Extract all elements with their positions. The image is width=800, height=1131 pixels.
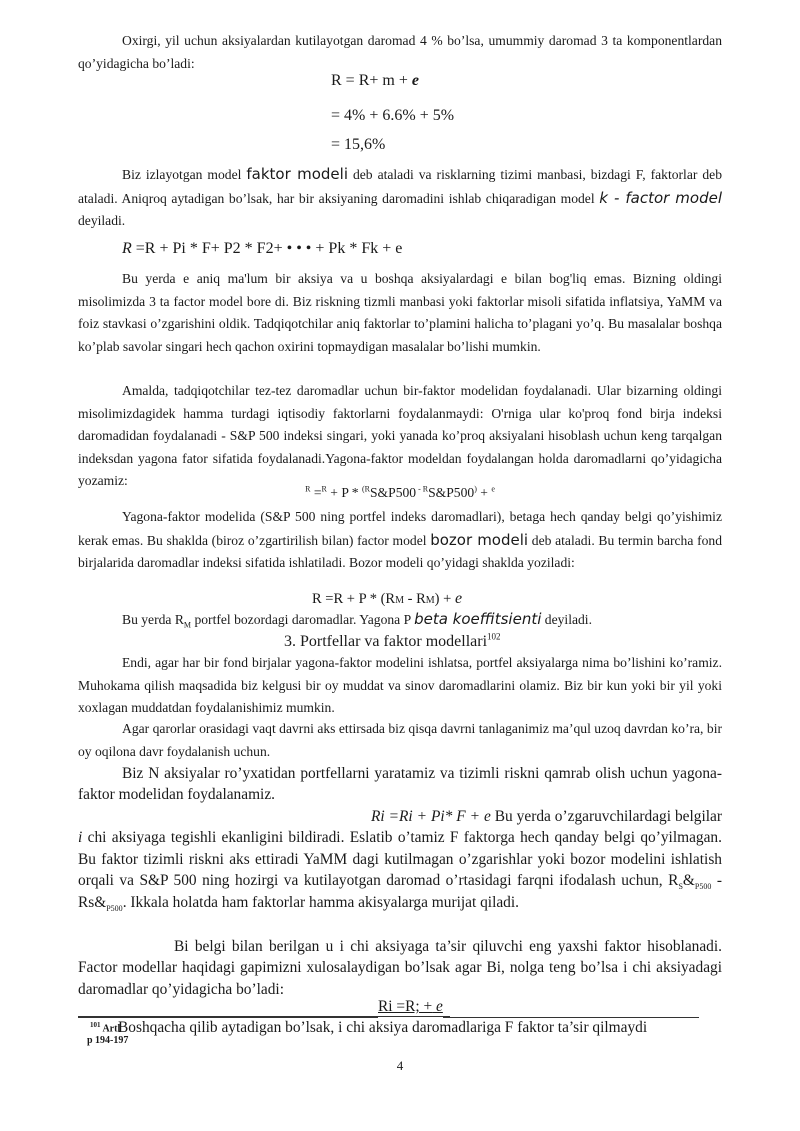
- paragraph-n-stocks: [78, 763, 722, 806]
- paragraph-text: Agar qarorlar orasidagi vaqt davrni aks ettirsada biz qisqa davrni tanlaganimiz ma’qul uzoq davrdan ko’ra, bir oy oqilona davr foydalanish uchun.: [78, 721, 722, 759]
- paragraph-error-term: [78, 268, 722, 358]
- formula-var: e: [454, 590, 463, 607]
- formula-single-factor: [78, 483, 722, 503]
- underline-left: [78, 997, 378, 1018]
- formula-sup: ): [474, 484, 477, 494]
- footnote-pages: p 194-197: [87, 1035, 129, 1047]
- text-run: chi aksiyaga tegishli ekanligini bildiradi. Eslatib o’tamiz F faktorga hech qanday belgi qo’yilmagan. Bu faktor tizimli riskni aks ettiradi YaMM dagi kutilmagan o’zgarishlar yoki bozor modelini ishlatish orqali va S&P 500 ning hozirgi va kutilayotgan daromad o’rtasidagi farqni ifodalash uchun, R: [78, 829, 722, 890]
- text-run: Yagona-faktor modelida (S&P 500 ning portfel indeks daromadlari), betaga hech qanday belgi qo’yishimiz kerak emas. Bu shaklda (biroz o’zgartirilish bilan) factor model: [78, 509, 722, 548]
- paragraph-portfolios: [78, 652, 722, 720]
- paragraph-text: Biz N aksiyalar ro’yxatidan portfellarni yaratamiz va tizimli riskni qamrab olish uchun yagona-faktor modelidan foydalanamiz.: [78, 765, 722, 804]
- formula-text: Ri =R; +: [378, 998, 433, 1015]
- term-beta-koeffitsienti: beta koeffitsienti: [414, 610, 542, 628]
- formula-text: R = R+ m +: [331, 72, 408, 89]
- formula-sup: R: [321, 484, 327, 494]
- formula-sup: - R: [416, 484, 429, 494]
- text-run: &: [682, 872, 695, 890]
- subscript: P500: [694, 882, 712, 892]
- paragraph-factor-model: [78, 163, 722, 233]
- footnote-label: Artl: [102, 1023, 121, 1035]
- formula-text: =R + Pi * F+ P2 * F2+ • • • + Pk * Fk + e: [135, 240, 403, 257]
- formula-text: S&P500: [370, 485, 417, 500]
- paragraph-single-factor: [78, 380, 722, 493]
- paragraph-beta: [78, 608, 722, 632]
- paragraph-bi: [78, 936, 722, 1000]
- text-run: - Rs&: [78, 872, 722, 911]
- formula-sup: (R: [362, 484, 370, 494]
- text-run: deb ataladi. Bu termin barcha fond birjalarida daromadlar indeksi sifatida ishlatiladi. Bozor modeli qo’yidagi shaklda yoziladi:: [78, 532, 722, 571]
- formula-text: S&P500: [428, 485, 475, 500]
- section-title: 3. Portfellar va faktor modellari: [284, 633, 488, 650]
- text-run: Biz izlayotgan model: [122, 167, 242, 182]
- paragraph-variables: [78, 806, 722, 913]
- paragraph-conclusion: [78, 1017, 722, 1038]
- subscript: P500: [106, 903, 123, 913]
- text-run: Bu yerda o’zgaruvchilardagi belgilar: [494, 808, 722, 825]
- term-k-factor-model: k - factor model: [599, 188, 723, 207]
- footnote-number: 101: [90, 1021, 101, 1029]
- term-bozor-modeli: bozor modeli: [430, 530, 529, 549]
- section-footnote-ref: 102: [487, 631, 501, 642]
- page-number: 4: [396, 1058, 404, 1073]
- formula-sub: M: [425, 595, 435, 606]
- text-run: deb ataladi va risklarning tizimi manbasi, bizdagi F, faktorlar deb ataladi. Aniqroq aytadigan bo’lsak, har bir aksiyaning daromadini ishlab chiqaradigan model: [78, 167, 722, 206]
- text-run: Bu yerda R: [122, 612, 184, 627]
- subscript: M: [183, 620, 192, 630]
- formula-text: R =R + P * (R: [312, 591, 396, 607]
- paragraph-text: Amalda, tadqiqotchilar tez-tez daromadlar uchun bir-faktor modelidan foydalanadi. Ular bizarning oldingi misolimizdagidek hamma turdagi iqtisodiy faktorlarni foydalanmaydi: O'rniga ular ko'proq fond birja indeksi daromadidan foydalanadi - S&P 500 indeksi singari, yoki yanada ko’proq aksiyalani hisoblash uchun keng tarqalgan indeksdan yagona fator sifatida foydalanadi.Yagona-faktor modeldan foydalangan holda daromadlarni qo’yidagicha yozamiz:: [78, 383, 722, 489]
- formula-sup: e: [491, 484, 495, 494]
- paragraph-market-model: [78, 506, 722, 575]
- text-run: portfel bozordagi daromadlar. Yagona P: [194, 612, 411, 627]
- formula-text: + P *: [330, 485, 362, 500]
- text-run: deyiladi.: [544, 612, 592, 627]
- formula-text: - R: [404, 591, 426, 607]
- formula-var: e: [411, 72, 419, 89]
- paragraph-text: Bu yerda e aniq ma'lum bir aksiya va u boshqa aksiyalardagi e bilan bog'liq emas. Bizning oldingi misolimizda 3 ta factor model bore di. Biz riskning tizmli manbasi yoki faktorlar misoli sifatida inflatsiya, YaMM va foiz stavkasi o’zgarishini oldik. Tadqiqotchilar aniq faktorlar to’plamini halicha to’plagani yo’q. Bu masalalar boshqa ko’plab savolar singari hech qachon oxirini topmaydigan masalalar bo’lishi mumkin.: [78, 271, 722, 354]
- text-run: deyiladi.: [78, 213, 126, 229]
- term-faktor-modeli: faktor modeli: [246, 165, 348, 183]
- formula-sup: R: [305, 484, 311, 494]
- paragraph-text: Oxirgi, yil uchun aksiyalardan kutilayotgan daromad 4 % bo’lsa, umummiy daromad 3 ta komponentlardan qo’yidagicha bo’ladi:: [78, 33, 722, 71]
- formula-text: ) +: [434, 591, 452, 607]
- paragraph-text: Boshqacha qilib aytadigan bo’lsak, i chi aksiya daromadlariga F faktor ta’sir qilmaydi: [118, 1019, 648, 1036]
- formula-components: [331, 69, 419, 93]
- footnote: [87, 1019, 129, 1047]
- section-heading: [284, 630, 501, 654]
- formula-inline: Ri =Ri + Pi* F + e: [371, 808, 491, 825]
- text-run: . Ikkala holatda ham faktorlar hamma akisyalarga murijat qiladi.: [122, 893, 519, 911]
- paragraph-text: Endi, agar har bir fond birjalar yagona-faktor modelini ishlatsa, portfel aksiyalarga nima bo’lishini ko’ramiz. Muhokama qilish maqsadida biz kelgusi bir oy muddat va sinov daromadlarini olamiz. Biz bir kun yoki bir yil yoki xoxlagan muddatdan foydalanishimiz mumkin.: [78, 655, 722, 716]
- formula-zero-beta: [78, 997, 710, 1018]
- formula-var: R: [122, 240, 132, 257]
- formula-var: e: [436, 998, 443, 1015]
- formula-total: = 15,6%: [331, 136, 386, 153]
- formula-sum: = 4% + 6.6% + 5%: [331, 107, 455, 124]
- paragraph-period: [78, 718, 722, 763]
- formula-text: +: [476, 485, 492, 500]
- formula-sub: M: [395, 595, 405, 606]
- paragraph-text: Bi belgi bilan berilgan u i chi aksiyaga ta’sir qiluvchi eng yaxshi faktor hisoblanadi. Factor modellar haqidagi gapimizni xulosalaydigan bo’lsak agar Bi, nolga teng bo’lsa i chi aksiyadagi daromadlar qo’yidagicha bo’ladi:: [78, 938, 722, 998]
- underline-right: [443, 997, 699, 1018]
- subscript: S: [678, 882, 683, 892]
- formula-var: i: [78, 829, 83, 847]
- formula-text: =: [313, 485, 322, 500]
- formula-k-factor: [122, 237, 402, 261]
